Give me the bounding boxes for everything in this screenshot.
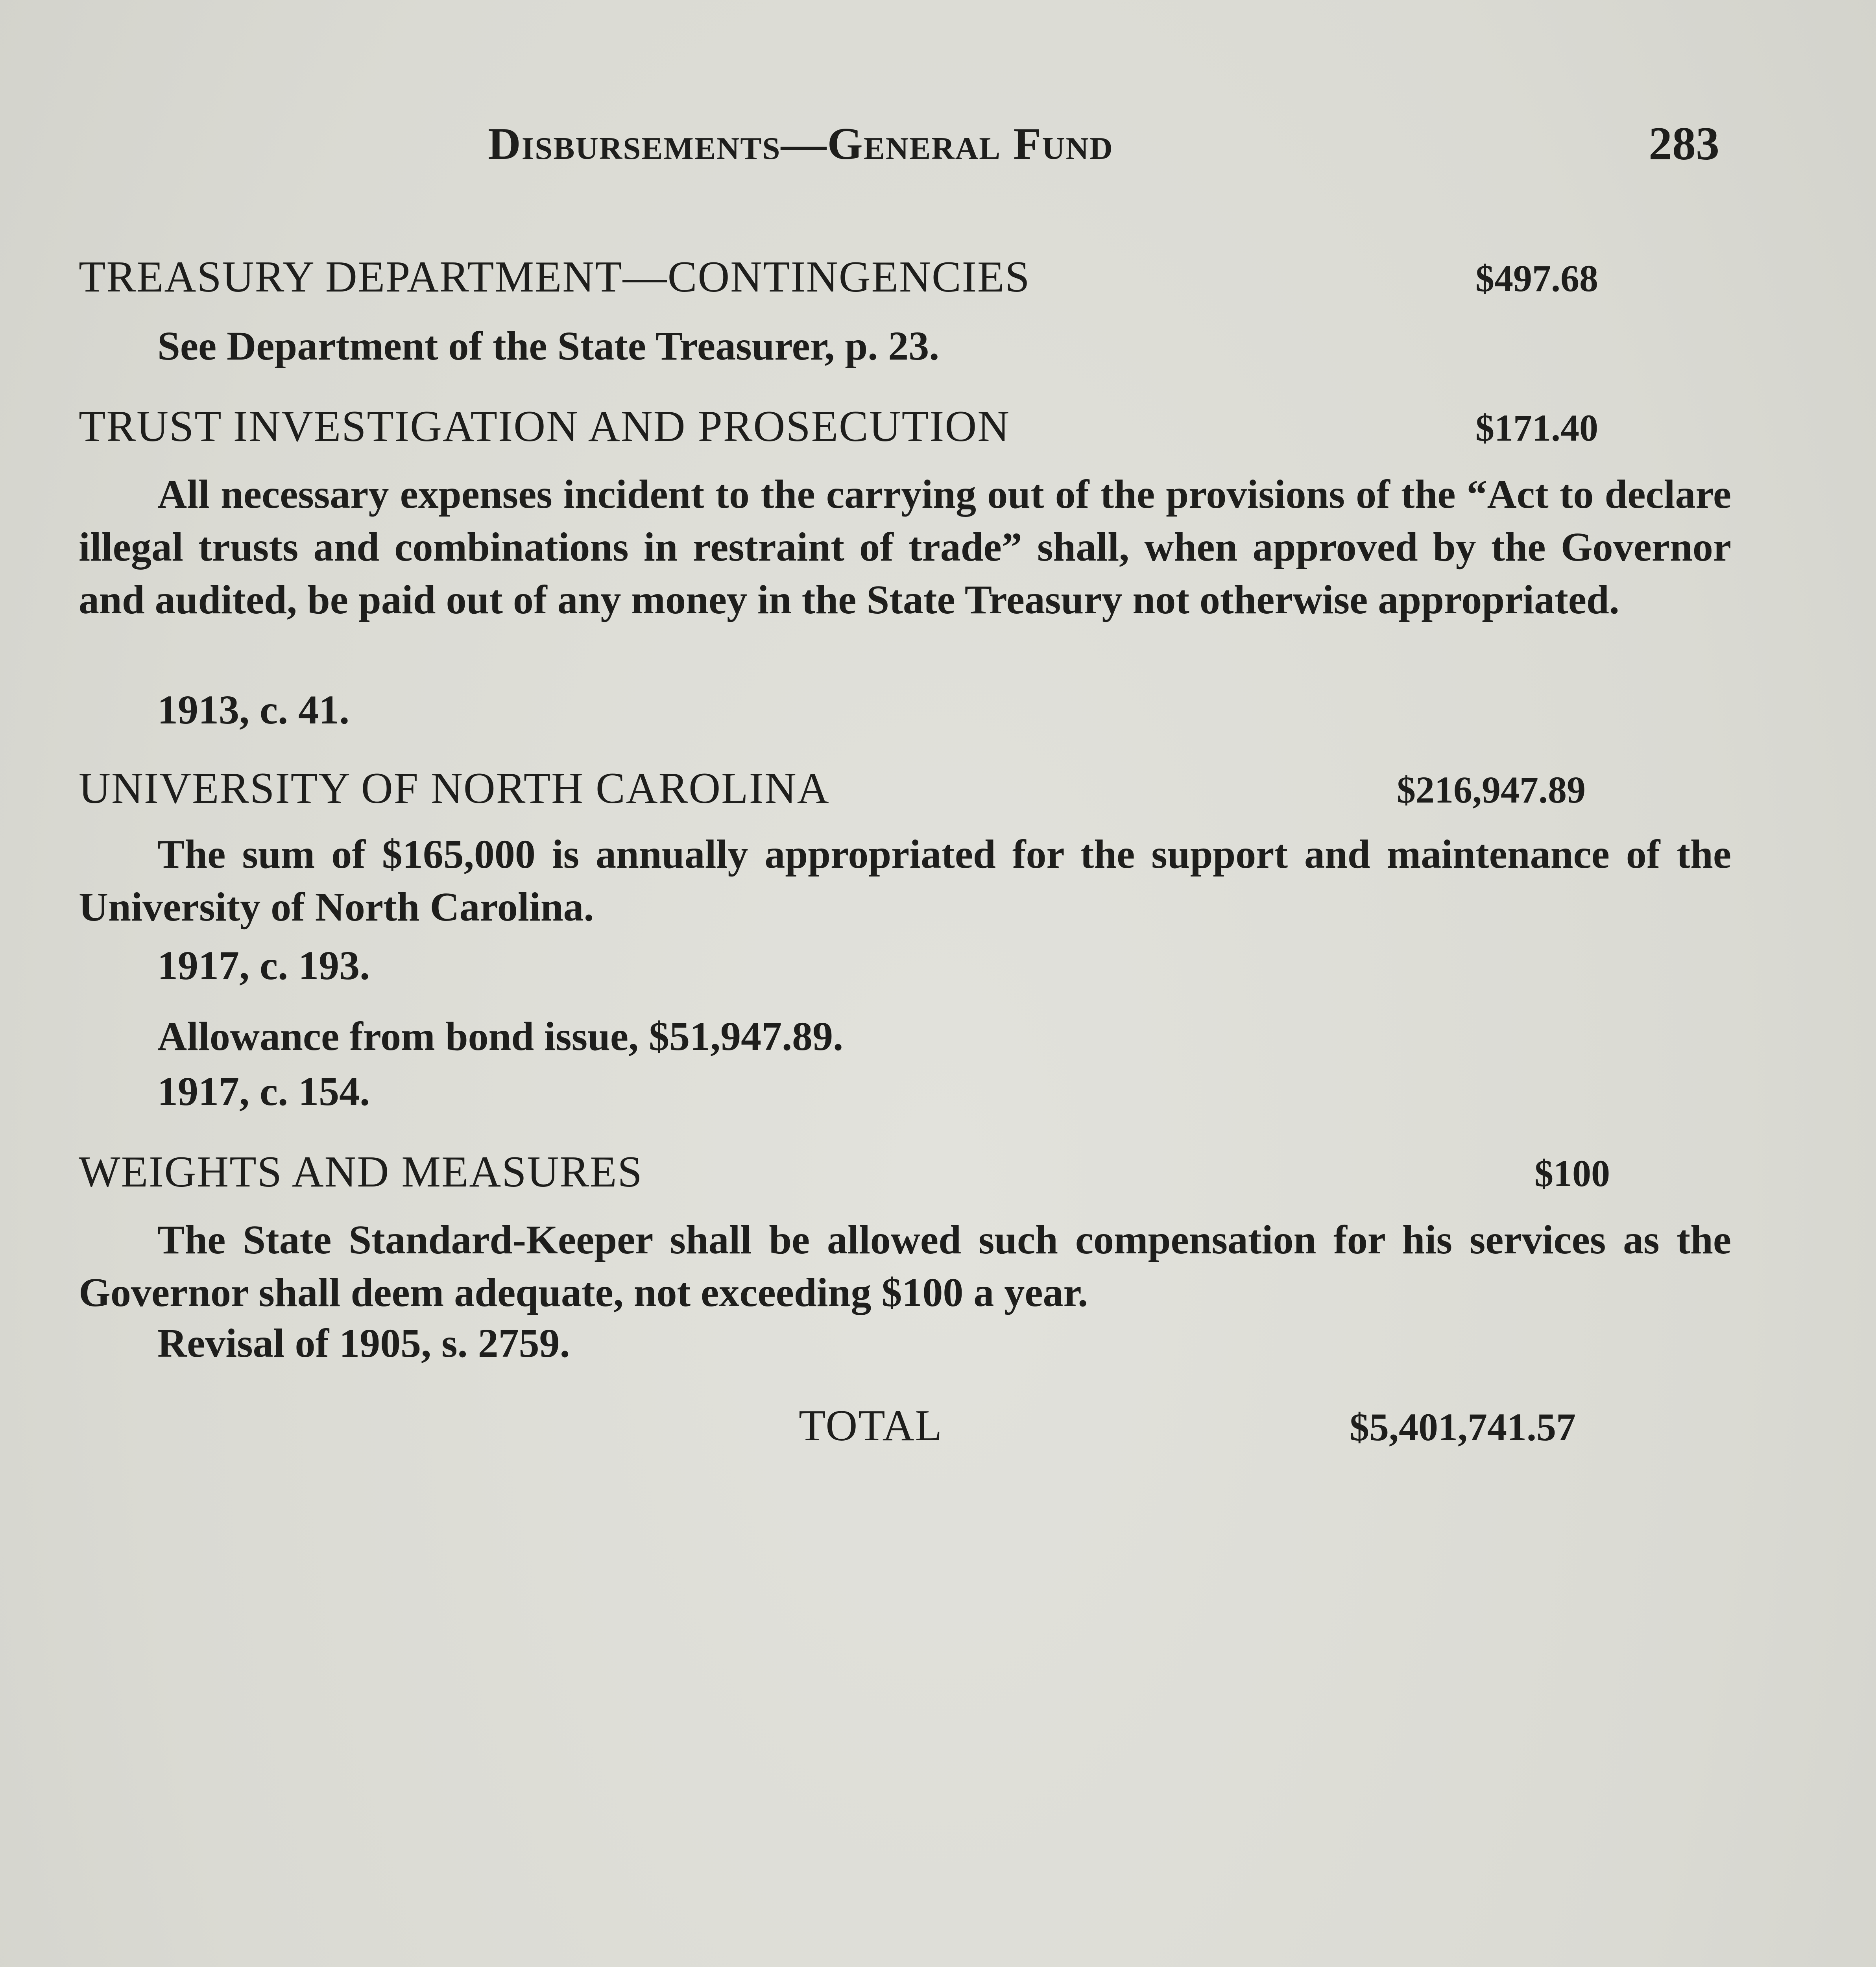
section-note-treasury: See Department of the State Treasurer, p. 23.	[157, 323, 940, 369]
section-extra-citation-university: 1917, c. 154.	[157, 1069, 370, 1114]
section-paragraph-weights: The State Standard-Keeper shall be allowed such compensation for his services as the Governor shall deem adequate, not exceeding $100 a year.	[79, 1217, 1731, 1315]
section-paragraph-university: The sum of $165,000 is annually appropriated for the support and maintenance of the University of North Carolina.	[79, 832, 1731, 930]
section-amount-treasury: $497.68	[1475, 257, 1598, 299]
total-label: TOTAL	[799, 1401, 943, 1450]
page-number: 283	[1649, 117, 1719, 170]
section-heading-university: UNIVERSITY OF NORTH CAROLINA	[79, 764, 830, 813]
section-extra-line-university: Allowance from bond issue, $51,947.89.	[157, 1014, 844, 1059]
section-heading-weights: WEIGHTS AND MEASURES	[79, 1148, 643, 1196]
section-paragraph-trust: All necessary expenses incident to the carrying out of the provisions of the “Act to declare illegal trusts and combinations in restraint of trade” shall, when approved by the Governor and audited, be paid out of any money in the State Treasury not otherwise appropriated.	[79, 472, 1731, 622]
section-citation-trust: 1913, c. 41.	[157, 687, 350, 733]
total-amount: $5,401,741.57	[1350, 1405, 1576, 1449]
section-amount-university: $216,947.89	[1397, 769, 1586, 811]
section-citation-weights: Revisal of 1905, s. 2759.	[157, 1321, 570, 1366]
section-amount-weights: $100	[1534, 1152, 1610, 1194]
section-amount-trust: $171.40	[1475, 407, 1598, 449]
section-heading-trust: TRUST INVESTIGATION AND PROSECUTION	[79, 402, 1010, 451]
section-citation-university: 1917, c. 193.	[157, 943, 370, 988]
section-heading-treasury: TREASURY DEPARTMENT—CONTINGENCIES	[79, 253, 1030, 301]
running-title: Disbursements—General Fund	[488, 119, 1113, 169]
